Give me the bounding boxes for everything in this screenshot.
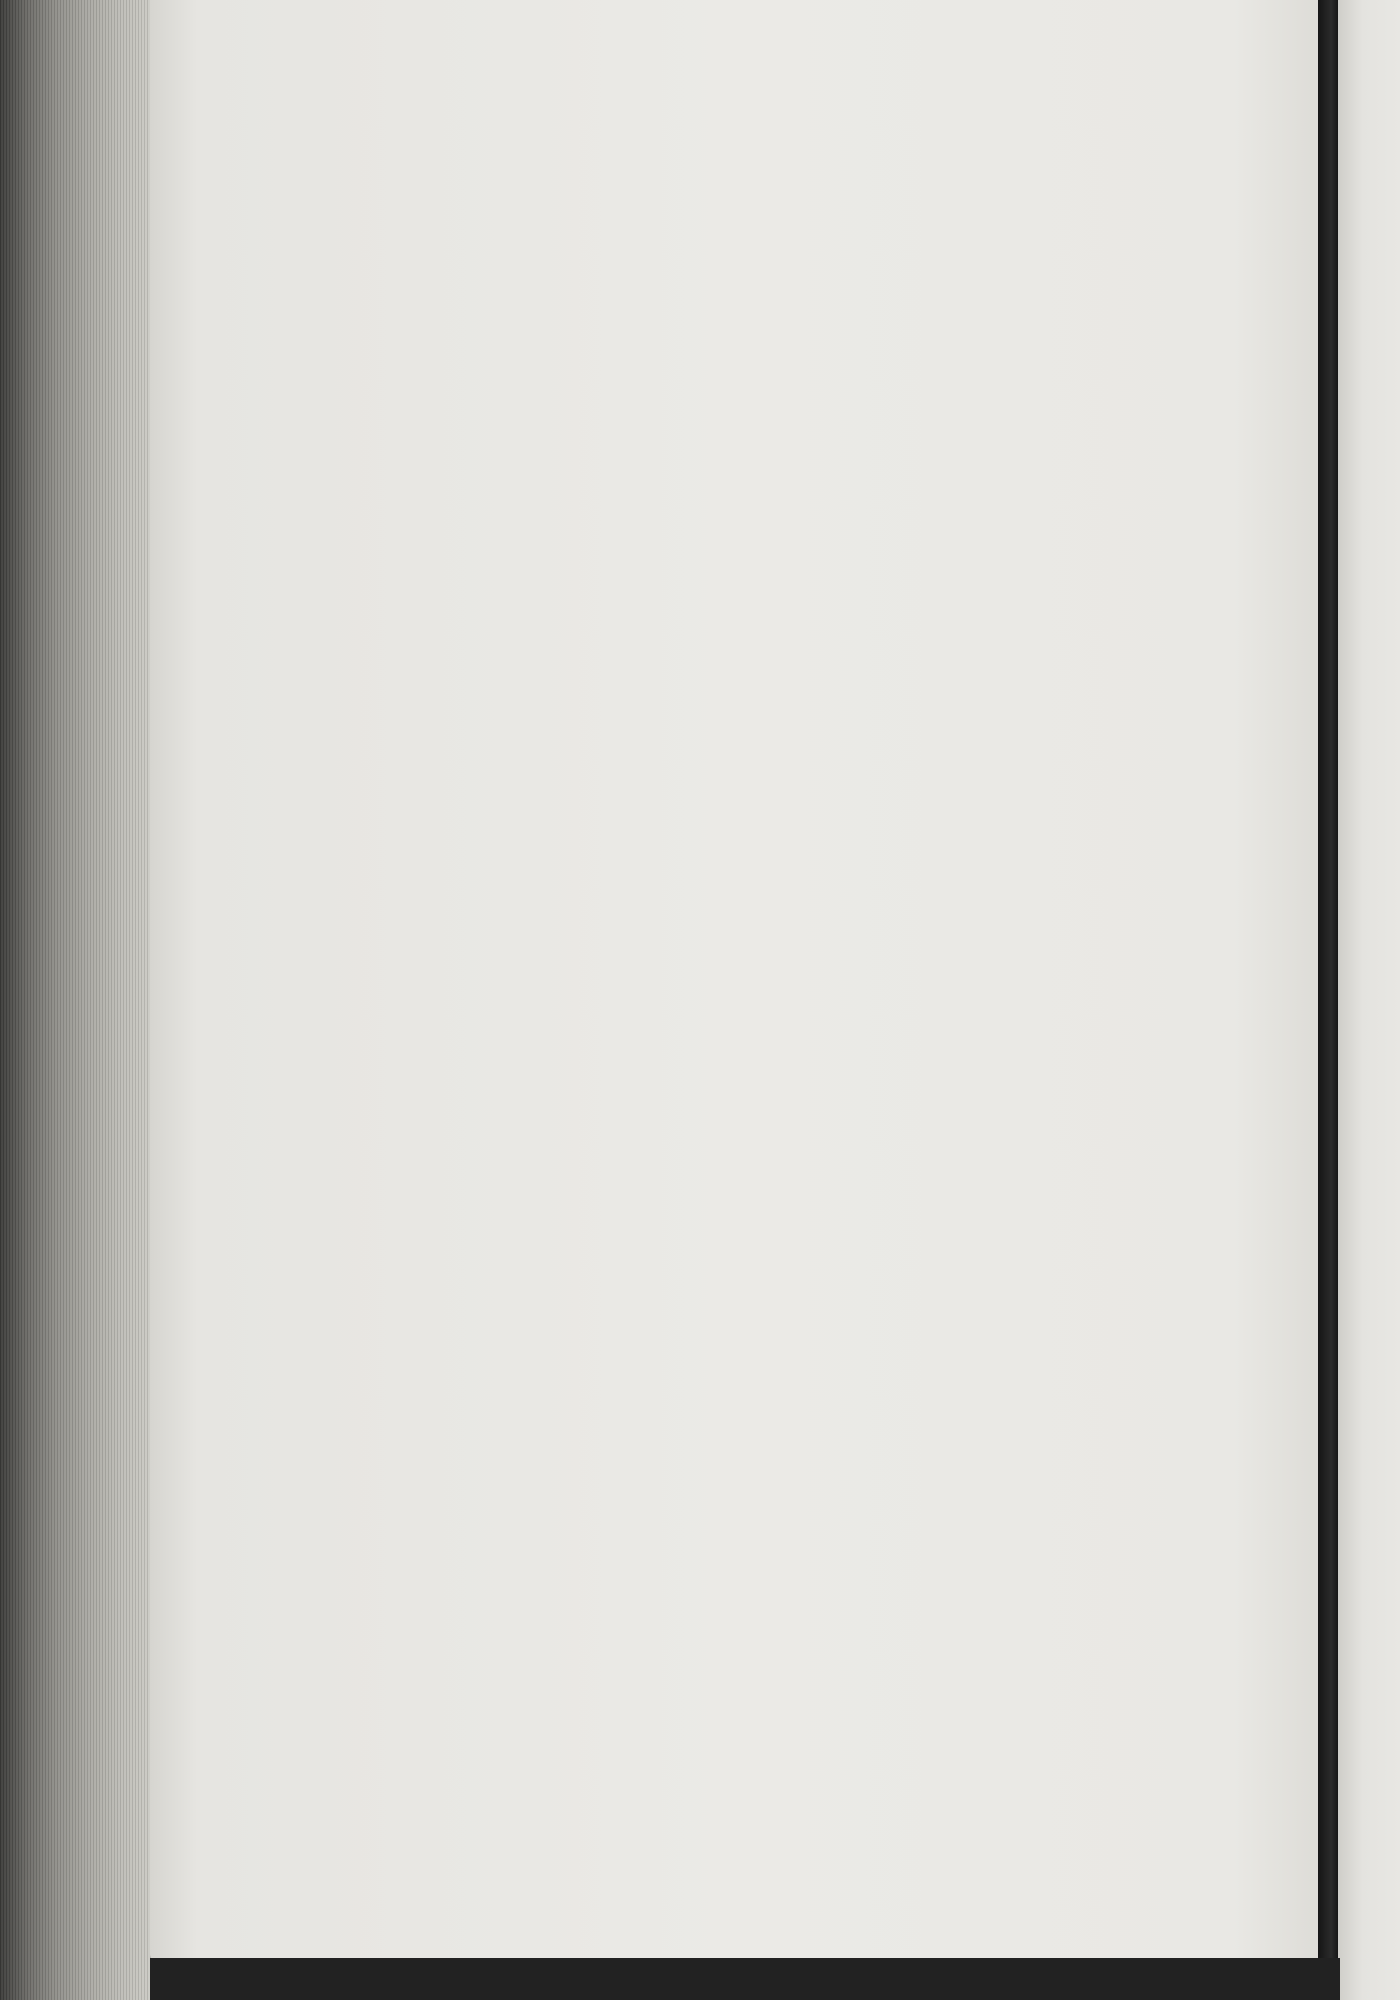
facing-page-fragment — [1338, 0, 1400, 2000]
page-edge-stack — [0, 0, 160, 2000]
page-content — [346, 180, 1194, 264]
bottom-shadow — [150, 1958, 1340, 2000]
book-gutter — [1318, 0, 1340, 2000]
running-head — [346, 180, 1194, 220]
book-page — [150, 0, 1328, 1960]
